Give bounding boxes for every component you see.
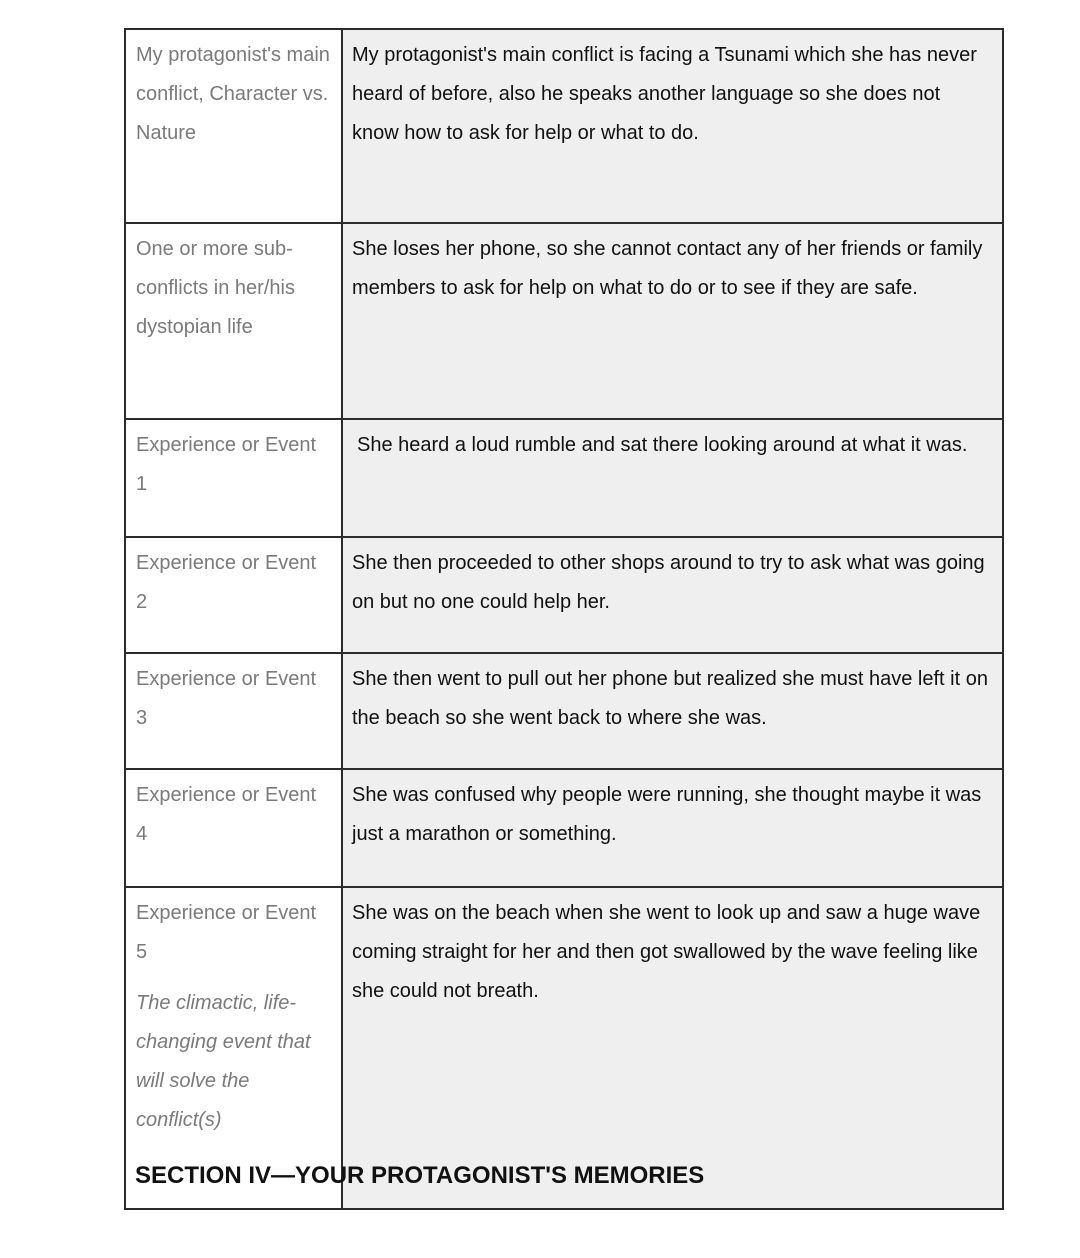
row-label-main-conflict xyxy=(125,29,342,223)
row-content-text: My protagonist's main conflict is facing a Tsunami which she has never heard of before, also he speaks another language so she does not know how to ask for help or what to do. xyxy=(352,44,977,144)
row-content-text: She heard a loud rumble and sat there looking around at what it was. xyxy=(357,434,968,456)
row-label-event-4 xyxy=(125,769,342,887)
row-content-text: She then went to pull out her phone but realized she must have left it on the beach so she went back to where she was. xyxy=(352,668,988,729)
row-label-text: Experience or Event 4 xyxy=(136,784,317,845)
row-content-main-conflict[interactable] xyxy=(342,29,1003,223)
row-label-event-1 xyxy=(125,419,342,537)
row-label-text: Experience or Event 1 xyxy=(136,434,317,495)
row-content-text: She was confused why people were running, she thought maybe it was just a marathon or something. xyxy=(352,784,982,845)
table-row xyxy=(125,769,1003,887)
section-heading: SECTION IV—YOUR PROTAGONIST'S MEMORIES xyxy=(135,1162,705,1189)
row-content-event-1[interactable] xyxy=(342,419,1003,537)
row-label-text: One or more sub-conflicts in her/his dystopian life xyxy=(136,238,295,338)
row-content-event-4[interactable] xyxy=(342,769,1003,887)
story-planning-table xyxy=(124,28,1004,1210)
table-row xyxy=(125,537,1003,653)
row-content-event-2[interactable] xyxy=(342,537,1003,653)
row-label-text: Experience or Event 2 xyxy=(136,552,317,613)
table-row xyxy=(125,653,1003,769)
row-label-text: My protagonist's main conflict, Character vs. Nature xyxy=(136,44,330,144)
row-label-text: Experience or Event 5 xyxy=(136,902,317,963)
table-row xyxy=(125,419,1003,537)
row-label-text: Experience or Event 3 xyxy=(136,668,317,729)
table-row xyxy=(125,887,1003,1209)
row-content-text: She then proceeded to other shops around to try to ask what was going on but no one could help her. xyxy=(352,552,985,613)
row-label-event-3 xyxy=(125,653,342,769)
row-content-sub-conflicts[interactable] xyxy=(342,223,1003,419)
row-content-text: She loses her phone, so she cannot contact any of her friends or family members to ask for help on what to do or to see if they are safe. xyxy=(352,238,983,299)
table-row xyxy=(125,29,1003,223)
row-label-event-5 xyxy=(125,887,342,1209)
row-content-text: She was on the beach when she went to look up and saw a huge wave coming straight for her and then got swallowed by the wave feeling like she could not breath. xyxy=(352,902,981,1002)
row-content-event-3[interactable] xyxy=(342,653,1003,769)
row-label-sub-conflicts xyxy=(125,223,342,419)
row-label-note: The climactic, life-changing event that will solve the conflict(s) xyxy=(136,992,311,1131)
table-row xyxy=(125,223,1003,419)
row-content-event-5[interactable] xyxy=(342,887,1003,1209)
row-label-event-2 xyxy=(125,537,342,653)
